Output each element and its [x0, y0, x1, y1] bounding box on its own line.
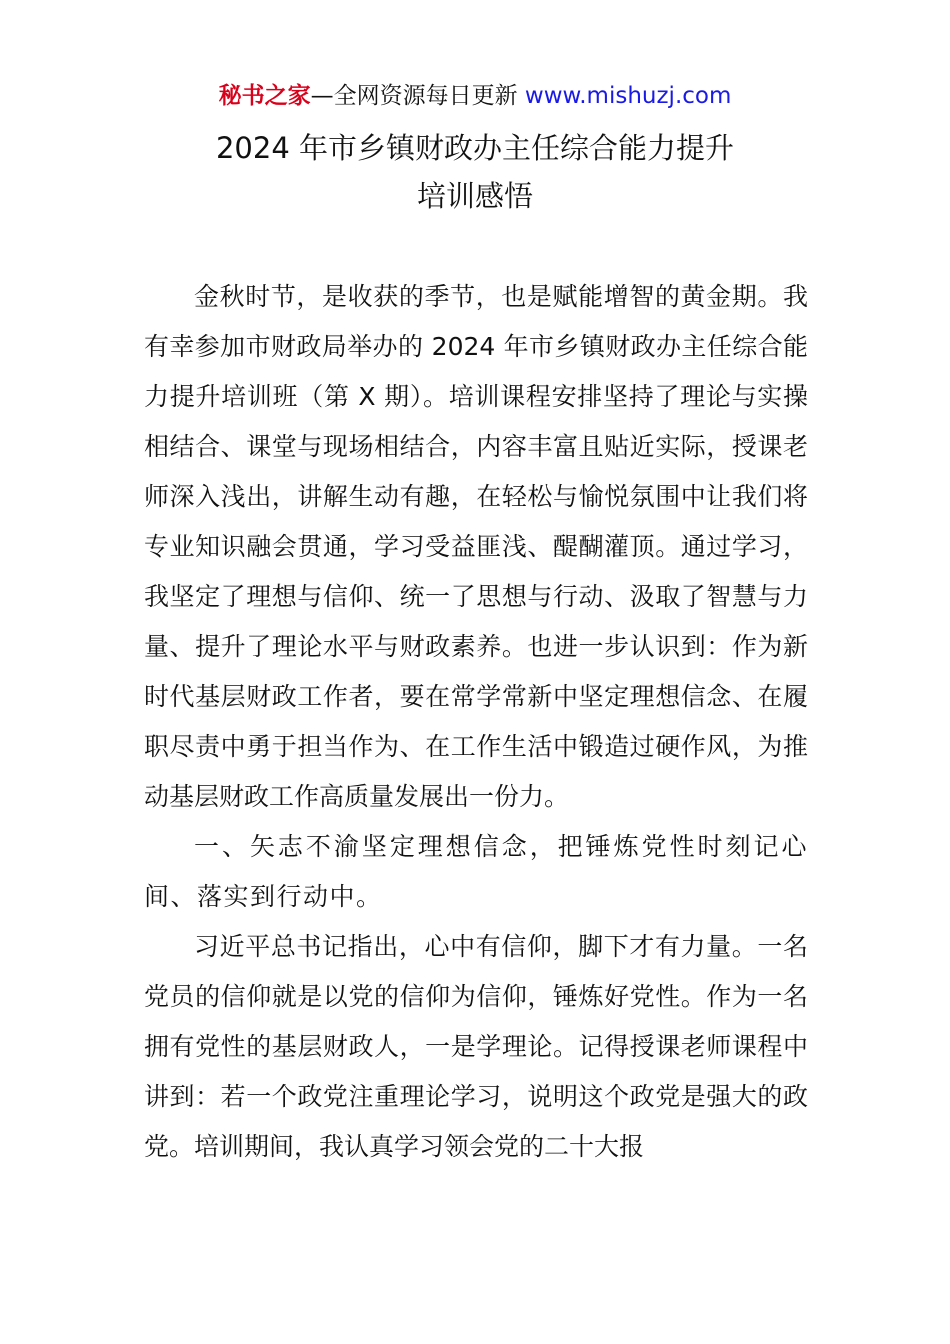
document-title-line-2: 培训感悟 — [416, 179, 533, 213]
header-tagline: —全网资源每日更新 — [310, 83, 525, 109]
brand-name: 秘书之家 — [218, 83, 311, 109]
body-paragraph-section-1: 习近平总书记指出，心中有信仰，脚下才有力量。一名党员的信仰就是以党的信仰为信仰，锤炼好党性。作为一名拥有党性的基层财政人，一是学理论。记得授课老师课程中讲到：若一个政党注重理论学习，说明这个政党是强大的政党。培训期间，我认真学习领会党的二十大报 — [144, 932, 808, 1161]
site-header — [0, 80, 950, 112]
body-paragraph-intro: 金秋时节，是收获的季节，也是赋能增智的黄金期。我有幸参加市财政局举办的 2024 年市乡镇财政办主任综合能力提升培训班（第 X 期）。培训课程安排坚持了理论与实操相结合、课堂与现场相结合，内容丰富且贴近实际，授课老师深入浅出，讲解生动有趣，在轻松与愉悦氛围中让我们将专业知识融会贯通，学习受益匪浅、醍醐灌顶。通过学习，我坚定了理想与信仰、统一了思想与行动、汲取了智慧与力量、提升了理论水平与财政素养。也进一步认识到：作为新时代基层财政工作者，要在常学常新中坚定理想信念、在履职尽责中勇于担当作为、在工作生活中锻造过硬作风，为推动基层财政工作高质量发展出一份力。 — [144, 282, 808, 811]
site-url-link[interactable]: www.mishuzj.com — [524, 83, 732, 109]
document-title-line-1: 2024 年市乡镇财政办主任综合能力提升 — [215, 131, 735, 165]
document-body — [144, 272, 808, 1172]
section-heading-1: 一、矢志不渝坚定理想信念，把锤炼党性时刻记心间、落实到行动中。 — [144, 832, 808, 911]
